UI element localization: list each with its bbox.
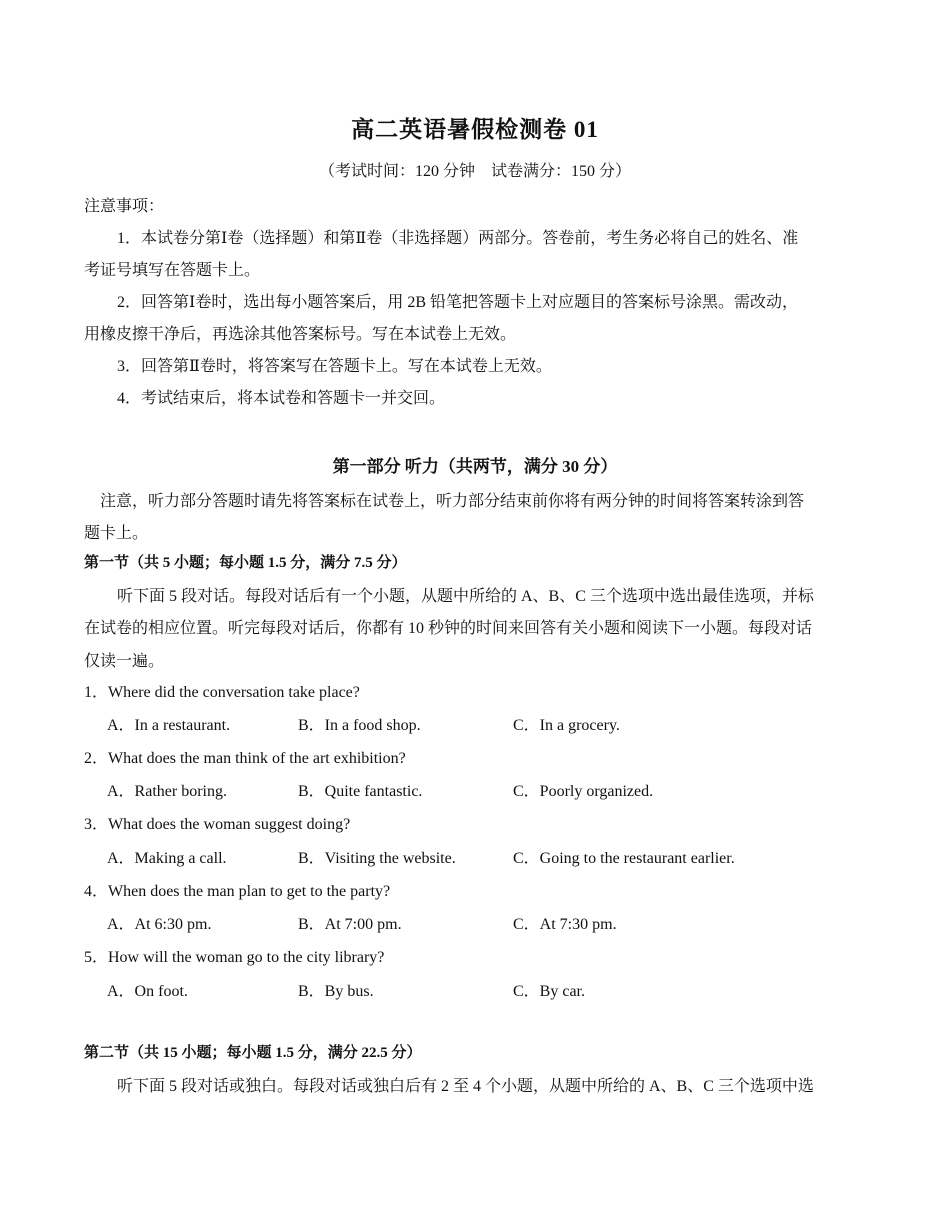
question-4-option-a: A．At 6:30 pm. bbox=[107, 916, 212, 933]
exam-subtitle: （考试时间：120 分钟 试卷满分：150 分） bbox=[318, 163, 631, 180]
question-4-option-b: B．At 7:00 pm. bbox=[298, 916, 402, 933]
question-1-option-a: A．In a restaurant. bbox=[107, 717, 231, 734]
section2-heading: 第二节（共 15 小题；每小题 1.5 分，满分 22.5 分） bbox=[84, 1045, 422, 1061]
question-5-option-c: C．By car. bbox=[513, 983, 585, 1000]
question-3-option-b: B．Visiting the website. bbox=[298, 850, 456, 867]
part1-note-line-2: 题卡上。 bbox=[84, 525, 149, 542]
notice-item-3: 3．回答第Ⅱ卷时，将答案写在答题卡上。写在本试卷上无效。 bbox=[117, 358, 552, 375]
section1-instruction-line-1: 听下面 5 段对话。每段对话后有一个小题，从题中所给的 A、B、C 三个选项中选出最佳选项，并标 bbox=[117, 588, 814, 605]
notice-item-4: 4．考试结束后，将本试卷和答题卡一并交回。 bbox=[117, 390, 446, 407]
question-1-option-b: B．In a food shop. bbox=[298, 717, 421, 734]
exam-title: 高二英语暑假检测卷 01 bbox=[351, 117, 599, 142]
question-3-option-a: A．Making a call. bbox=[107, 850, 227, 867]
question-2: 2．What does the man think of the art exhibition? bbox=[84, 750, 406, 767]
notice-item-1-line-2: 考证号填写在答题卡上。 bbox=[84, 262, 261, 279]
question-4-option-c: C．At 7:30 pm. bbox=[513, 916, 617, 933]
notice-item-1-line-1: 1．本试卷分第Ⅰ卷（选择题）和第Ⅱ卷（非选择题）两部分。答卷前，考生务必将自己的姓名、准 bbox=[117, 230, 799, 247]
question-1-option-c: C．In a grocery. bbox=[513, 717, 620, 734]
part1-note-line-1: 注意，听力部分答题时请先将答案标在试卷上，听力部分结束前你将有两分钟的时间将答案转涂到答 bbox=[100, 493, 805, 510]
question-2-option-b: B．Quite fantastic. bbox=[298, 783, 423, 800]
question-4: 4．When does the man plan to get to the party? bbox=[84, 883, 391, 900]
question-3-option-c: C．Going to the restaurant earlier. bbox=[513, 850, 735, 867]
question-5-option-b: B．By bus. bbox=[298, 983, 374, 1000]
question-2-option-c: C．Poorly organized. bbox=[513, 783, 654, 800]
question-1: 1．Where did the conversation take place? bbox=[84, 684, 360, 701]
question-5: 5．How will the woman go to the city library? bbox=[84, 949, 385, 966]
notice-item-2-line-2: 用橡皮擦干净后，再选涂其他答案标号。写在本试卷上无效。 bbox=[84, 326, 517, 343]
question-2-option-a: A．Rather boring. bbox=[107, 783, 227, 800]
section1-instruction-line-3: 仅读一遍。 bbox=[84, 653, 165, 670]
part1-title: 第一部分 听力（共两节，满分 30 分） bbox=[332, 457, 618, 476]
section2-instruction-line-1: 听下面 5 段对话或独白。每段对话或独白后有 2 至 4 个小题，从题中所给的 A、B、C 三个选项中选 bbox=[117, 1078, 814, 1095]
notice-item-2-line-1: 2．回答第Ⅰ卷时，选出每小题答案后，用 2B 铅笔把答题卡上对应题目的答案标号涂黑。需改动， bbox=[117, 294, 798, 311]
question-5-option-a: A．On foot. bbox=[107, 983, 188, 1000]
section1-instruction-line-2: 在试卷的相应位置。听完每段对话后，你都有 10 秒钟的时间来回答有关小题和阅读下一小题。每段对话 bbox=[84, 620, 813, 637]
notice-heading: 注意事项： bbox=[84, 198, 165, 215]
section1-heading: 第一节（共 5 小题；每小题 1.5 分，满分 7.5 分） bbox=[84, 555, 407, 571]
question-3: 3．What does the woman suggest doing? bbox=[84, 816, 351, 833]
